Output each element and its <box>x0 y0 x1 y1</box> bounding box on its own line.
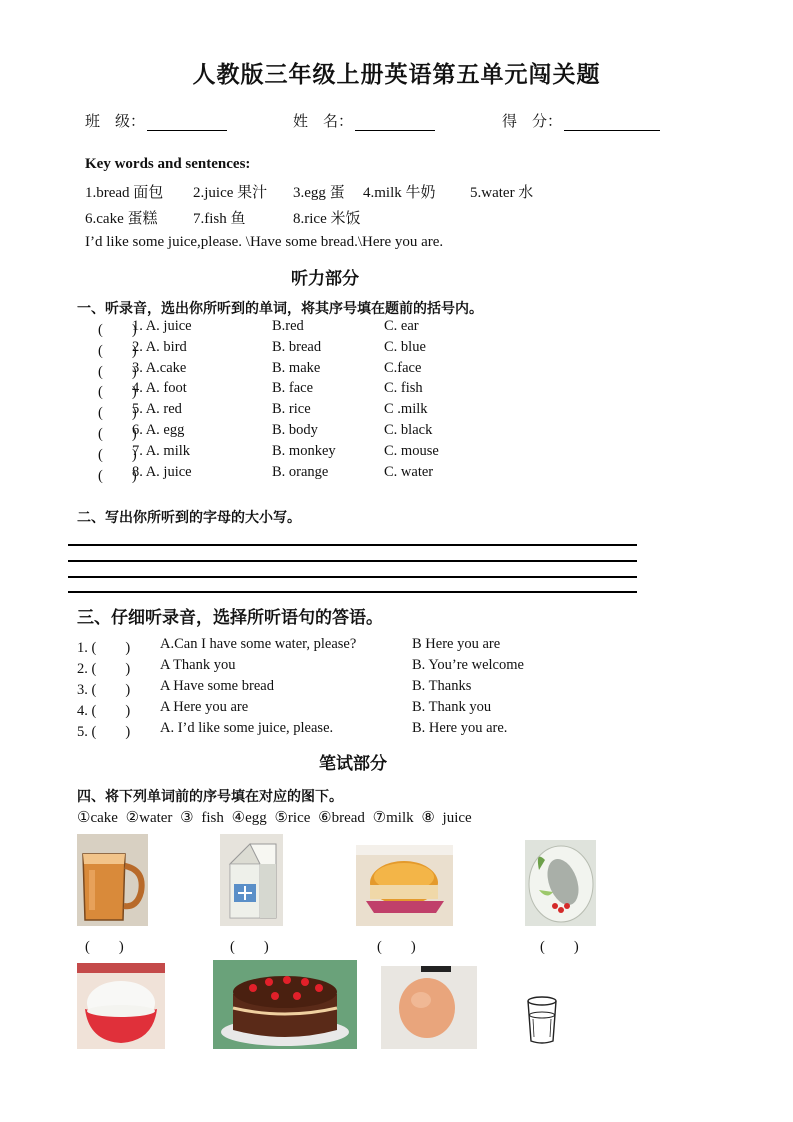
section4-word-list: ①cake ②water ③ fish ④egg ⑤rice ⑥bread ⑦milk ⑧ juice <box>77 810 472 826</box>
option-c: C. fish <box>384 380 423 397</box>
name-field <box>293 110 435 131</box>
class-blank[interactable] <box>147 114 227 131</box>
option-b: B. monkey <box>272 442 336 459</box>
section2-heading: 二、写出你所听到的字母的大小写。 <box>77 510 301 526</box>
water-picture <box>524 995 560 1047</box>
listening-item <box>0 380 793 401</box>
fish-plate-icon <box>525 840 596 926</box>
option-c: C. blue <box>384 338 426 355</box>
keyword-item: 5.water 水 <box>470 185 534 201</box>
option-c: C. mouse <box>384 442 439 459</box>
answer-paren[interactable]: ( ) <box>98 405 137 422</box>
option-a: 2. A. bird <box>132 338 187 355</box>
option-c: C. black <box>384 422 433 438</box>
response-item <box>0 678 793 699</box>
option-b: B. Thank you <box>412 699 492 715</box>
milk-carton-icon <box>220 834 283 926</box>
option-b: B. bread <box>272 338 322 355</box>
option-a: 6. A. egg <box>132 422 185 438</box>
section3-heading: 三、仔细听录音，选择所听语句的答语。 <box>77 608 383 628</box>
writing-line[interactable] <box>68 544 637 546</box>
option-a: 5. A. red <box>132 401 182 418</box>
option-b: B Here you are <box>412 636 501 652</box>
option-a: A Thank you <box>160 657 236 673</box>
rice-picture <box>77 963 165 1049</box>
response-item <box>0 657 793 678</box>
keyword-item: 1.bread 面包 <box>85 185 164 201</box>
option-b: B.red <box>272 318 304 334</box>
option-a: 8. A. juice <box>132 463 192 480</box>
score-blank[interactable] <box>564 114 660 131</box>
keywords-row-2 <box>0 207 793 227</box>
option-b: B. face <box>272 380 314 397</box>
rice-bowl-icon <box>77 963 165 1049</box>
option-a: 4. A. foot <box>132 380 187 397</box>
answer-paren[interactable]: 4. ( ) <box>77 703 131 719</box>
juice-mug-icon <box>77 834 148 926</box>
page-title: 人教版三年级上册英语第五单元闯关题 <box>192 62 601 88</box>
answer-paren[interactable]: ( ) <box>98 322 137 338</box>
keyword-item: 6.cake 蛋糕 <box>85 211 158 227</box>
name-label: 姓 名： <box>293 112 354 130</box>
option-b: B. Here you are. <box>412 720 508 736</box>
writing-line[interactable] <box>68 576 637 578</box>
fish-picture <box>525 840 596 926</box>
answer-paren[interactable]: ( ) <box>98 467 137 484</box>
listening-item <box>0 318 793 339</box>
writing-line[interactable] <box>68 560 637 562</box>
option-a: A Have some bread <box>160 678 274 694</box>
score-label: 得 分： <box>502 112 563 130</box>
option-b: B. body <box>272 422 318 438</box>
listening-item <box>0 422 793 443</box>
response-item <box>0 699 793 720</box>
name-blank[interactable] <box>355 114 435 131</box>
egg-picture <box>381 966 477 1049</box>
milk-picture <box>220 834 283 926</box>
water-glass-icon <box>524 995 560 1047</box>
listening-item <box>0 339 793 360</box>
answer-blank-4[interactable]: ( ) <box>540 939 579 955</box>
option-a: A Here you are <box>160 699 249 715</box>
class-field <box>85 110 227 131</box>
option-b: B. You’re welcome <box>412 657 524 673</box>
listening-item <box>0 401 793 422</box>
cake-icon <box>213 960 357 1049</box>
keywords-row-1 <box>0 181 793 201</box>
keyword-item: 3.egg 蛋 <box>293 185 345 201</box>
section4-heading: 四、将下列单词前的序号填在对应的图下。 <box>77 789 343 805</box>
listening-title: 听力部分 <box>291 269 359 289</box>
keywords-heading: Key words and sentences: <box>85 156 251 172</box>
response-item <box>0 720 793 741</box>
option-b: B. orange <box>272 463 329 480</box>
answer-paren[interactable]: ( ) <box>98 384 137 401</box>
listening-item <box>0 360 793 381</box>
keyword-item: 7.fish 鱼 <box>193 211 246 227</box>
answer-blank-1[interactable]: ( ) <box>85 939 124 955</box>
section1-heading: 一、听录音，选出你所听到的单词，将其序号填在题前的括号内。 <box>77 301 483 317</box>
answer-paren[interactable]: 2. ( ) <box>77 661 131 677</box>
class-label: 班 级： <box>85 112 146 130</box>
option-a: 7. A. milk <box>132 442 191 459</box>
option-b: B. make <box>272 359 321 376</box>
option-b: B. rice <box>272 401 311 418</box>
answer-blank-3[interactable]: ( ) <box>377 939 416 955</box>
written-title: 笔试部分 <box>319 754 387 774</box>
option-c: C.face <box>384 359 422 376</box>
score-field <box>502 110 660 131</box>
option-c: C .milk <box>384 401 428 418</box>
keyword-item: 4.milk 牛奶 <box>363 185 436 201</box>
answer-paren[interactable]: ( ) <box>98 363 137 380</box>
response-item <box>0 636 793 657</box>
option-c: C. water <box>384 463 434 480</box>
answer-paren[interactable]: ( ) <box>98 446 137 463</box>
listening-item <box>0 443 793 464</box>
option-b: B. Thanks <box>412 678 472 694</box>
cake-picture <box>213 960 357 1049</box>
juice-picture <box>77 834 148 926</box>
option-a: 3. A.cake <box>132 359 187 376</box>
bread-picture <box>356 845 453 926</box>
option-a: 1. A. juice <box>132 318 192 334</box>
bread-icon <box>356 845 453 926</box>
keyword-item: 8.rice 米饭 <box>293 211 361 227</box>
option-c: C. ear <box>384 318 419 334</box>
option-a: A.Can I have some water, please? <box>160 636 357 652</box>
egg-icon <box>381 966 477 1049</box>
keywords-sentences: I’d like some juice,please. \Have some bread.\Here you are. <box>85 234 444 250</box>
answer-paren[interactable]: ( ) <box>98 426 137 442</box>
writing-line[interactable] <box>68 591 637 593</box>
answer-paren[interactable]: 1. ( ) <box>77 640 131 656</box>
answer-paren[interactable]: 5. ( ) <box>77 724 131 740</box>
keyword-item: 2.juice 果汁 <box>193 185 268 201</box>
listening-item <box>0 464 793 485</box>
answer-blank-2[interactable]: ( ) <box>230 939 269 955</box>
answer-paren[interactable]: 3. ( ) <box>77 682 131 698</box>
answer-paren[interactable]: ( ) <box>98 342 137 359</box>
option-a: A. I’d like some juice, please. <box>160 720 334 736</box>
